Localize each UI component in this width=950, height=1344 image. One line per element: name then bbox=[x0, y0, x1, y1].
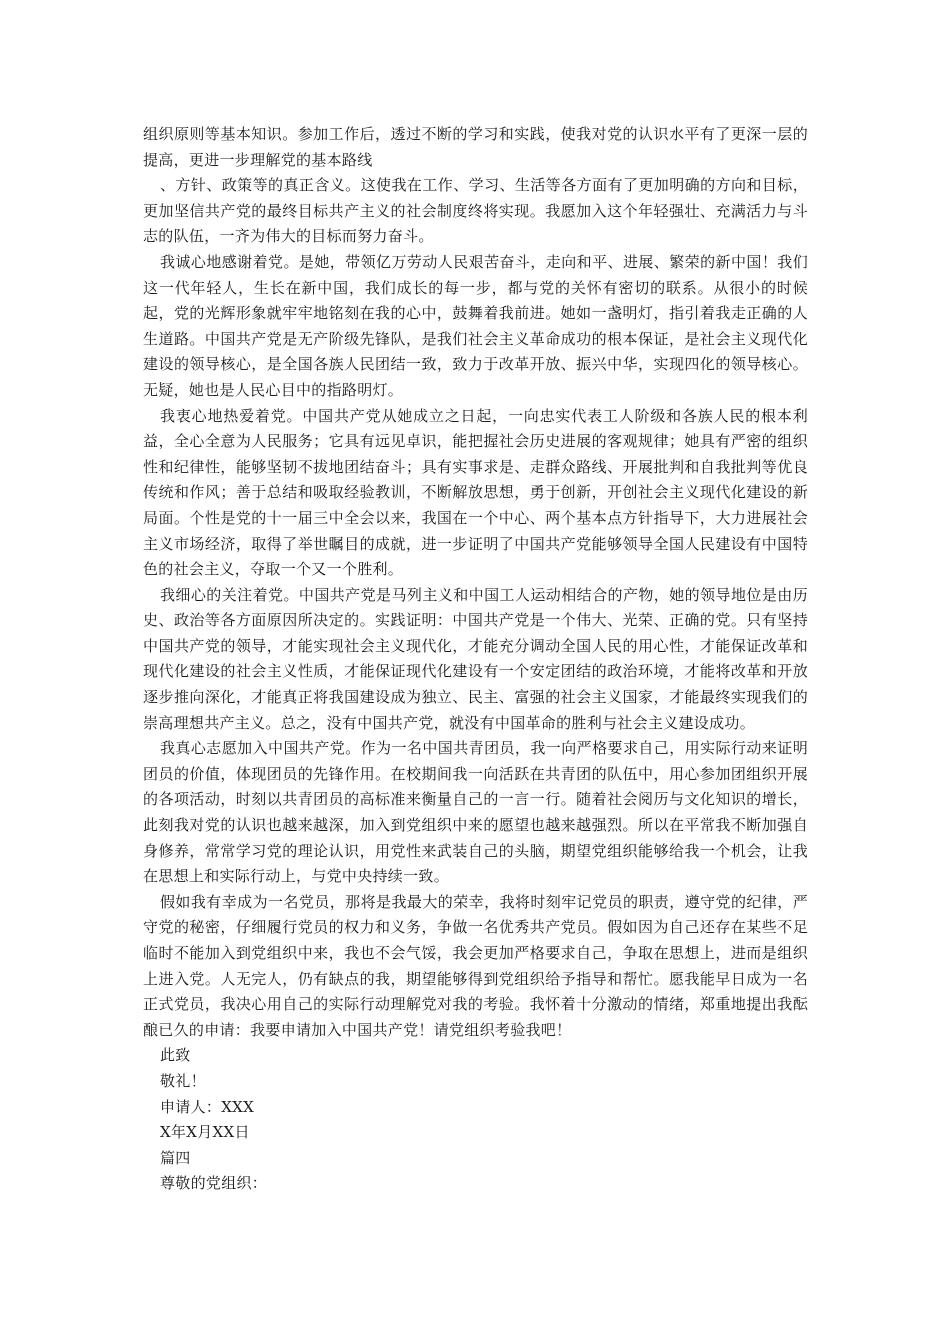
closing-regards: 敬礼！ bbox=[160, 1071, 206, 1090]
paragraph-love: 我衷心地热爱着党。中国共产党从她成立之日起，一向忠实代表工人阶级和各族人民的根本利益，全心全意为人民服务；它具有远见卓识，能把握社会历史进展的客观规律；她具有严密的组织性和纪律性，能够坚韧不拔地团结奋斗；具有实事求是、走群众路线、开展批判和自我批判等优良传统和作风；善于总结和吸取经验教训，不断解放思想，勇于创新，开创社会主义现代化建设的新局面。个性是党的十一届三中全会以来，我国在一个中心、两个基本点方针指导下，大力进展社会主义市场经济，取得了举世瞩目的成就，进一步证明了中国共产党能够领导全国人民建设有中国特色的社会主义，夺取一个又一个胜利。 bbox=[143, 406, 808, 579]
paragraph-continued-text: 组织原则等基本知识。参加工作后，透过不断的学习和实践，使我对党的认识水平有了更深一层的提高，更进一步理解党的基本路线 bbox=[143, 125, 808, 169]
paragraph-party-line: 、方针、政策等的真正含义。这使我在工作、学习、生活等各方面有了更加明确的方向和目标，更加坚信共产党的最终目标共产主义的社会制度终将实现。我愿加入这个年轻强壮、充满活力与斗志的队伍，一齐为伟大的目标而努力奋斗。 bbox=[143, 176, 808, 246]
paragraph-commitment: 假如我有幸成为一名党员，那将是我最大的荣幸，我将时刻牢记党员的职责，遵守党的纪律，严守党的秘密，仔细履行党员的权力和义务，争做一名优秀共产党员。假如因为自己还存在某些不足临时不能加入到党组织中来，我也不会气馁，我会更加严格要求自己，争取在思想上，进而是组织上进入党。人无完人，仍有缺点的我，期望能够得到党组织给予指导和帮忙。愿我能早日成为一名正式党员，我决心用自己的实际行动理解党对我的考验。我怀着十分激动的情绪，郑重地提出我酝酿已久的申请：我要申请加入中国共产党！请党组织考验我吧！ bbox=[143, 892, 808, 1039]
paragraph-attention: 我细心的关注着党。中国共产党是马列主义和中国工人运动相结合的产物，她的领导地位是由历史、政治等各方面原因所决定的。实践证明：中国共产党是一个伟大、光荣、正确的党。只有坚持中国共产党的领导，才能实现社会主义现代化，才能充分调动全国人民的用心性，才能保证改革和现代化建设的社会主义性质，才能保证现代化建设有一个安定团结的政治环境，才能将改革和开放逐步推向深化，才能真正将我国建设成为独立、民主、富强的社会主义国家，才能最终实现我们的崇高理想共产主义。总之，没有中国共产党，就没有中国革命的胜利与社会主义建设成功。 bbox=[143, 585, 808, 732]
paragraph-aspiration: 我真心志愿加入中国共产党。作为一名中国共青团员，我一向严格要求自己，用实际行动来证明团员的价值，体现团员的先锋作用。在校期间我一向活跃在共青团的队伍中，用心参加团组织开展的各项活动，时刻以共青团员的高标准来衡量自己的一言一行。随着社会阅历与文化知识的增长，此刻我对党的认识也越来越深，加入到党组织中来的愿望也越来越强烈。所以在平常我不断加强自身修养，常常学习党的理论认识，用党性来武装自己的头脑，期望党组织能够给我一个机会，让我在思想上和实际行动上，与党中央持续一致。 bbox=[143, 739, 808, 886]
letter-greeting: 尊敬的党组织： bbox=[160, 1174, 268, 1193]
application-date: X年X月XX日 bbox=[160, 1123, 250, 1142]
closing-salutation: 此致 bbox=[160, 1046, 191, 1065]
document-body bbox=[143, 122, 808, 1197]
paragraph-gratitude: 我诚心地感谢着党。是她，带领亿万劳动人民艰苦奋斗，走向和平、进展、繁荣的新中国！我们这一代年轻人，生长在新中国，我们成长的每一步，都与党的关怀有密切的联系。从很小的时候起，党的光辉形象就牢牢地铭刻在我的心中，鼓舞着我前进。她如一盏明灯，指引着我走正确的人生道路。中国共产党是无产阶级先锋队，是我们社会主义革命成功的根本保证，是社会主义现代化建设的领导核心，是全国各族人民团结一致，致力于改革开放、振兴中华，实现四化的领导核心。无疑，她也是人民心目中的指路明灯。 bbox=[143, 252, 808, 399]
applicant-name: 申请人：XXX bbox=[160, 1097, 255, 1116]
section-heading: 篇四 bbox=[160, 1148, 191, 1167]
